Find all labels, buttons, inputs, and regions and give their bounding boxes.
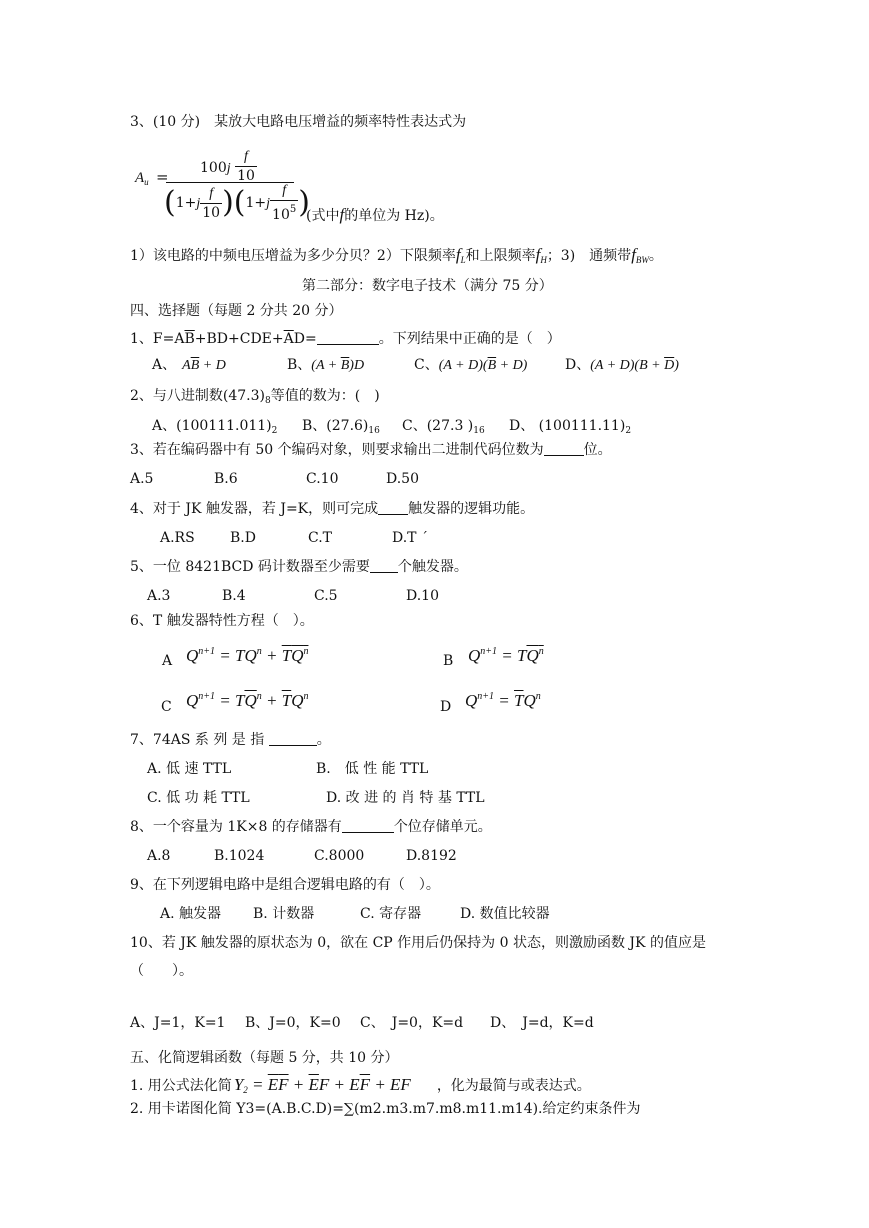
s4q10-paren: （ ）。 (130, 963, 193, 979)
s4q8-optC: C.8000 (314, 848, 365, 864)
s4q1-optB: B、$(A + \overline{B})D$ (287, 357, 365, 373)
s4q6-eq-c: $Q^{n+1} = T\overline{Q}^n + \overline{T}Q^n$ (186, 691, 309, 710)
s4q5-stem: 5、一位 8421BCD 码计数器至少需要 个触发器。 (130, 559, 468, 575)
s4q10-stem: 10、若 JK 触发器的原状态为 0，欲在 CP 作用后仍保持为 0 状态，则激励函数 JK 的值应是 (130, 935, 706, 951)
s4q8-optD: D.8192 (406, 848, 457, 864)
s5q1: 1. 用公式法化简 $Y_2 = \overline{E}\overline{F} + \overline{E}F + E\overline{F}$ + EF ，化为最简与或表达式。 (130, 1075, 591, 1095)
s4q9-optD: D. 数值比较器 (460, 906, 550, 922)
s4q9-optA: A. 触发器 (160, 906, 222, 922)
s4q3-optB: B.6 (214, 471, 238, 487)
section4-title: 四、选择题（每题 2 分共 20 分） (130, 303, 343, 319)
s4q4-optC: C.T (308, 530, 333, 546)
s4q2-optD: D、 $(100111.11)_2$ (509, 418, 632, 436)
s4q2-optB: B、$(27.6)_{16}$ (302, 418, 380, 436)
answer-blank[interactable] (317, 332, 379, 345)
formula-lhs: $A_u$ (135, 170, 149, 187)
s4q5-optB: B.4 (222, 588, 246, 604)
s4q6-stem: 6、T 触发器特性方程（ ）。 (130, 613, 314, 629)
s4q6-label-c: C (161, 699, 172, 715)
s4q3-stem: 3、若在编码器中有 50 个编码对象，则要求输出二进制代码位数为 位。 (130, 442, 612, 458)
answer-blank[interactable] (342, 820, 394, 833)
part2-title: 第二部分：数字电子技术（满分 75 分） (302, 278, 553, 294)
s4q5-optC: C.5 (314, 588, 338, 604)
s4q4-optA: A.RS (160, 530, 195, 546)
s4q9-optC: C. 寄存器 (360, 906, 422, 922)
s4q7-optB: B. 低 性 能 TTL (316, 761, 429, 777)
q3-formula (130, 148, 450, 228)
s4q6-label-d: D (440, 699, 452, 715)
s4q6-label-a: A (162, 653, 173, 669)
s4q6-eq-d: $Q^{n+1} = \overline{T}Q^n$ (465, 691, 541, 710)
q3-header: 3、(10 分) 某放大电路电压增益的频率特性表达式为 (130, 114, 467, 130)
q3-questions: 1）该电路的中频电压增益为多少分贝？2）下限频率$f_L$和上限频率$f_H$；3) 通频带$f_{BW}$。 (130, 245, 663, 265)
answer-blank[interactable] (370, 560, 398, 573)
s4q1-optA: A、 $A\overline{B} + D$ (152, 357, 226, 373)
s4q1-optD: D、$(A + D)(B + \overline{D})$ (565, 357, 679, 373)
s4q7-optC: C. 低 功 耗 TTL (147, 790, 250, 806)
s4q7-optD: D. 改 进 的 肖 特 基 TTL (326, 790, 485, 806)
s4q1-optC: C、$(A + D)(\overline{B} + D)$ (414, 357, 528, 373)
formula-denominator: (1+j $\frac{f}{10}$ )(1+j $\frac{f}{10^5}$ ) (164, 183, 310, 223)
s4q10-optB: B、J=0，K=0 (245, 1015, 341, 1031)
s4q4-optD: D.T ΄ (392, 530, 428, 546)
formula-note: (式中f的单位为 Hz)。 (306, 205, 444, 224)
s4q6-eq-a: $Q^{n+1} = TQ^n + \overline{T}Q^n$ (186, 646, 309, 665)
s4q3-optA: A.5 (130, 471, 154, 487)
s4q8-optA: A.8 (147, 848, 171, 864)
answer-blank[interactable] (378, 502, 408, 515)
s4q9-stem: 9、在下列逻辑电路中是组合逻辑电路的有（ ）。 (130, 877, 440, 893)
s4q2-stem: 2、与八进制数$(47.3)_8$等值的数为：( ) (130, 388, 380, 406)
s4q5-optA: A.3 (147, 588, 171, 604)
s4q6-eq-b: $Q^{n+1} = TQ^n$ (468, 646, 544, 665)
s4q1-stem: 1、$F=A\overline{B}+BD+CDE+\overline{A}D=$ 。下列结果中正确的是（ ） (130, 331, 561, 347)
s4q5-optD: D.10 (406, 588, 439, 604)
s4q4-optB: B.D (230, 530, 256, 546)
s4q7-optA: A. 低 速 TTL (147, 761, 232, 777)
s4q6-label-b: B (443, 653, 454, 669)
s4q9-optB: B. 计数器 (253, 906, 315, 922)
answer-blank[interactable] (269, 733, 317, 746)
section5-title: 五、化简逻辑函数（每题 5 分，共 10 分） (130, 1050, 399, 1066)
s4q3-optD: D.50 (386, 471, 419, 487)
s4q10-optC: C、 J=0，K=d (360, 1015, 464, 1031)
equals-sign: = (156, 168, 169, 186)
s4q10-optA: A、J=1，K=1 (130, 1015, 226, 1031)
formula-numerator: 100j $\frac{f}{10}$ (200, 149, 255, 184)
s4q8-stem: 8、一个容量为 1K×8 的存储器有 个位存储单元。 (130, 819, 492, 835)
s4q2-optC: C、(27.3 )$_{16}$ (402, 418, 485, 436)
s4q8-optB: B.1024 (214, 848, 265, 864)
s5q2: 2. 用卡诺图化简 Y3=(A.B.C.D)=∑(m2.m3.m7.m8.m11.m14).给定约束条件为 (130, 1101, 641, 1117)
s4q3-optC: C.10 (306, 471, 339, 487)
s4q10-optD: D、 J=d，K=d (490, 1015, 594, 1031)
s4q2-optA: A、$(100111.011)_2$ (152, 418, 278, 436)
s4q4-stem: 4、对于 JK 触发器，若 J=K，则可完成 触发器的逻辑功能。 (130, 501, 535, 517)
s4q7-stem: 7、74AS 系 列 是 指 。 (130, 732, 331, 748)
answer-blank[interactable] (544, 443, 584, 456)
